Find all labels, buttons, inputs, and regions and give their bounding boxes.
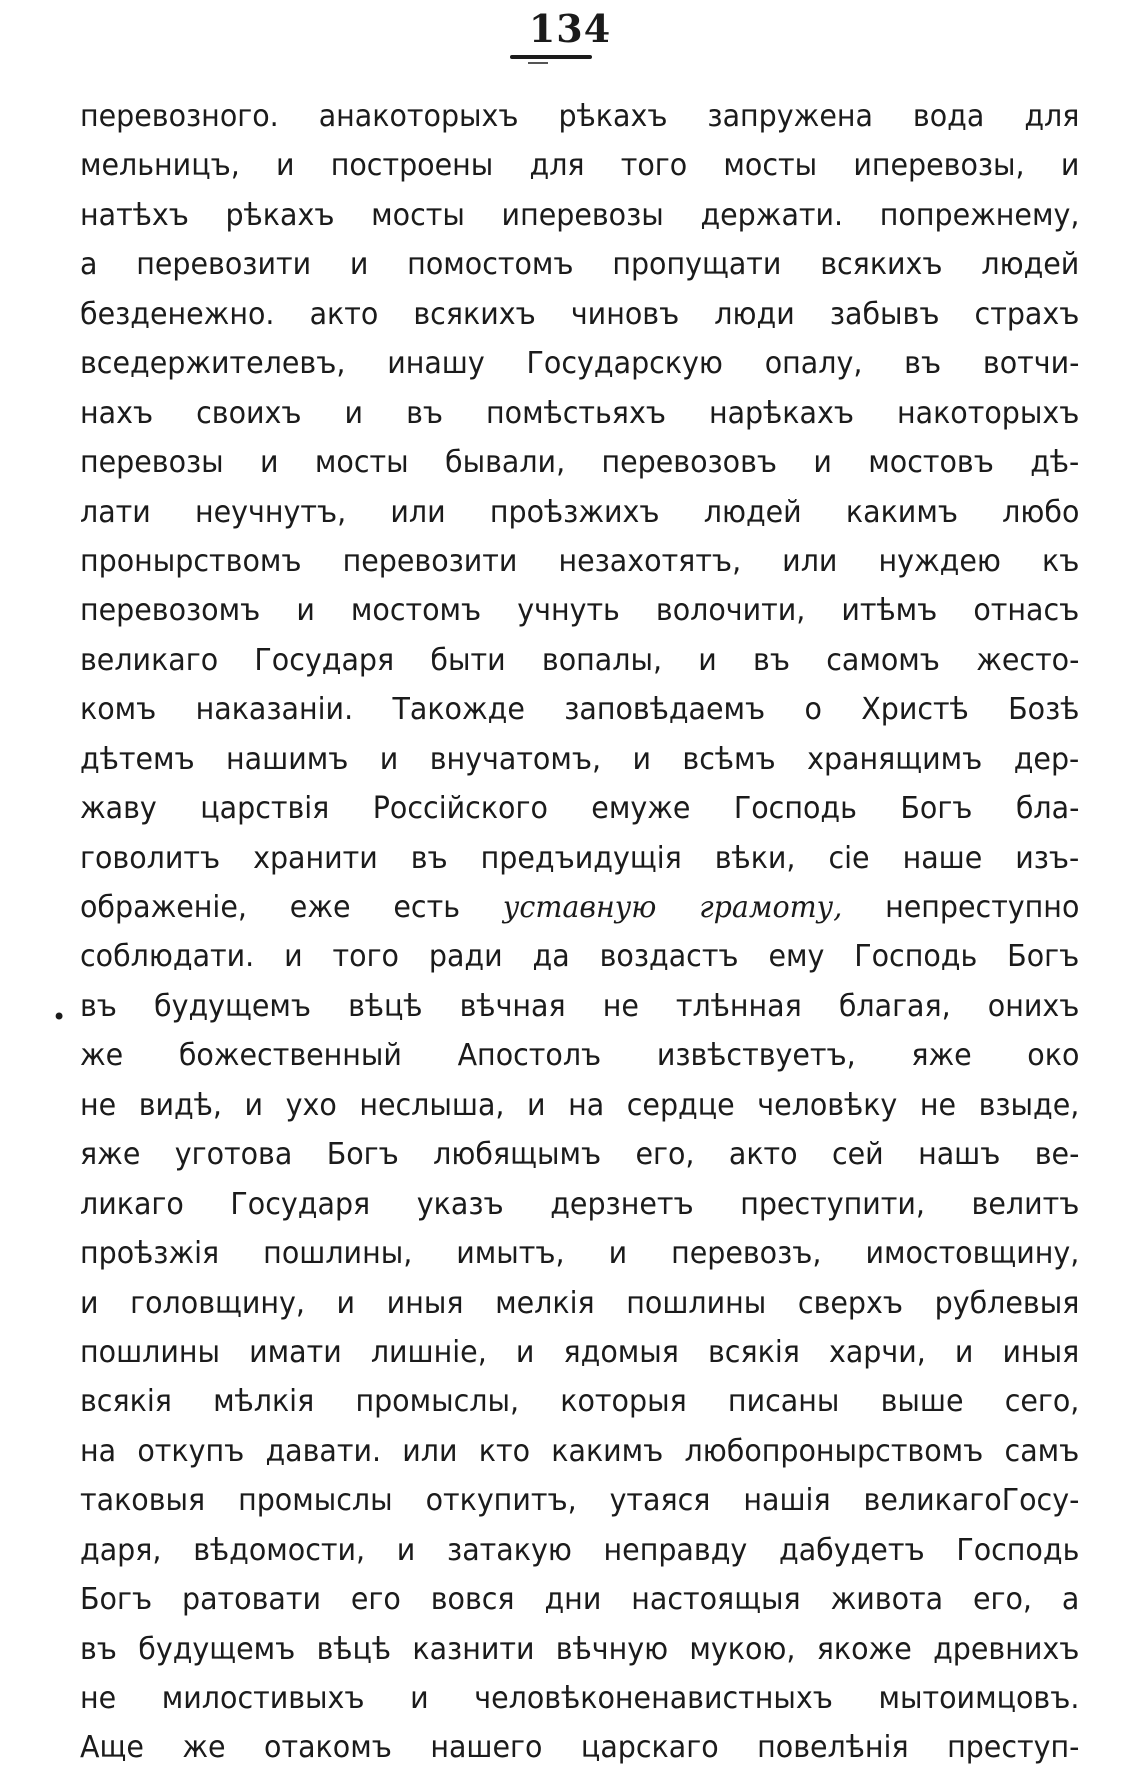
word: попрежнему, (879, 197, 1080, 233)
word: къ (1041, 543, 1080, 579)
word: люди (714, 296, 795, 332)
word: для (1024, 99, 1080, 134)
word: вѣцѣ (348, 988, 423, 1024)
word: перевозного. (80, 99, 279, 134)
word: мостомъ (350, 593, 482, 629)
word: видѣ, (138, 1087, 222, 1123)
word: дабудетъ (778, 1532, 925, 1568)
word: мукою, (689, 1631, 796, 1667)
word: вопалы, (541, 642, 663, 678)
word: Россійского (372, 791, 548, 827)
word: лати (80, 494, 151, 530)
word: страхъ (974, 296, 1080, 332)
word: казнити (412, 1631, 535, 1667)
word: харчи, (828, 1334, 926, 1370)
word: благая, (838, 988, 951, 1024)
word: Богъ (326, 1137, 399, 1173)
word: сего, (1004, 1384, 1080, 1420)
word: быти (430, 642, 506, 678)
word: дни (544, 1582, 602, 1618)
word: сверхъ (797, 1285, 904, 1321)
word: волочити, (655, 593, 806, 629)
word: хранящимъ (807, 741, 983, 777)
word: натѣхъ (80, 197, 189, 233)
word: или (390, 494, 446, 530)
word: какимъ (845, 494, 958, 530)
word: нуждею (878, 543, 1001, 579)
word: ратовати (182, 1582, 321, 1618)
word: ухо (285, 1087, 337, 1123)
word: иныя (1002, 1334, 1080, 1370)
word: проѣзжія (80, 1236, 220, 1272)
word: жаву (80, 791, 157, 827)
word: живота (830, 1582, 944, 1618)
word: запружена (707, 99, 873, 134)
word: выше (880, 1384, 964, 1420)
word: бла- (1015, 791, 1080, 827)
word: безденежно. (80, 296, 275, 332)
word: того (620, 148, 688, 184)
text-line (80, 1723, 1079, 1772)
word: грамоту, (699, 890, 843, 925)
word: Богъ (80, 1582, 153, 1618)
word: вседержителевъ, (80, 346, 346, 382)
word: и (344, 395, 364, 431)
text-line (80, 290, 1079, 339)
word: и (349, 247, 369, 283)
word: наказаніи. (195, 692, 354, 728)
word: мѣлкія (213, 1384, 315, 1420)
word: и (284, 939, 303, 975)
word: извѣствуетъ, (656, 1038, 856, 1074)
text-line (80, 834, 1079, 883)
word: Государскую (526, 346, 723, 382)
word: повелѣнія (757, 1730, 909, 1766)
word: предъидущія (480, 840, 682, 876)
word: Богъ (900, 791, 973, 827)
word: въ (410, 840, 448, 876)
word: онихъ (987, 988, 1080, 1024)
word: нашего (430, 1730, 543, 1766)
word: какимъ (551, 1433, 664, 1469)
text-line (80, 586, 1079, 635)
word: въ (904, 346, 942, 382)
word: да (532, 939, 570, 975)
word: а (1061, 1582, 1080, 1618)
word: воздастъ (599, 939, 739, 975)
word: кто (478, 1433, 531, 1469)
word: и (1060, 148, 1080, 184)
text-line (80, 784, 1079, 833)
word: нахъ (80, 395, 154, 431)
word: любопронырствомъ (684, 1433, 984, 1469)
word: Аще (80, 1730, 144, 1766)
text-line (80, 141, 1079, 190)
word: Апостолъ (457, 1038, 602, 1074)
word: хранити (253, 840, 378, 876)
word: наше (902, 840, 983, 876)
word: не (80, 1681, 117, 1716)
word: даря, (80, 1532, 162, 1568)
word: и (698, 642, 717, 678)
word: Бозѣ (1008, 692, 1080, 728)
word: же (182, 1730, 226, 1766)
word: и (954, 1334, 974, 1370)
word: построены (330, 148, 494, 184)
word: заповѣдаемъ (564, 692, 766, 728)
word: Государя (230, 1186, 371, 1222)
word: вѣдомости, (193, 1532, 366, 1568)
text-line (80, 389, 1079, 438)
text-line (80, 1526, 1079, 1575)
word: всякихъ (820, 247, 943, 283)
word: дерзнетъ (550, 1186, 694, 1222)
word: око (1027, 1038, 1080, 1074)
word: человѣконенавистныхъ (474, 1681, 833, 1716)
word: и (80, 1285, 99, 1321)
word: яже (911, 1038, 972, 1074)
word: древнихъ (933, 1631, 1080, 1667)
word: перевозовъ (601, 445, 778, 481)
word: не (80, 1087, 117, 1123)
word: вотчи- (982, 346, 1080, 382)
word: инашу (387, 346, 485, 382)
word: и (527, 1087, 546, 1123)
word: и (260, 445, 279, 481)
word: помостомъ (407, 247, 574, 283)
word: на (568, 1087, 605, 1123)
word: Господь (956, 1532, 1080, 1568)
word: отакомъ (264, 1730, 392, 1766)
word: промыслы, (355, 1384, 520, 1420)
word: незахотятъ, (558, 543, 742, 579)
body-text (80, 92, 1080, 1773)
word: великагоГосу- (863, 1483, 1080, 1519)
word: рублевыя (934, 1285, 1080, 1321)
word: для (529, 148, 585, 184)
word: емуже (591, 791, 691, 827)
text-line (80, 1130, 1079, 1179)
word: ликаго (80, 1186, 184, 1222)
word: таковыя (80, 1483, 206, 1519)
word: и (244, 1087, 264, 1123)
word: чиновъ (570, 296, 680, 332)
word: акто (309, 296, 379, 332)
word: ображеніе, (80, 890, 247, 925)
word: его, (635, 1137, 695, 1173)
word: изъ- (1015, 840, 1080, 876)
word: любо (1002, 494, 1080, 530)
word: мосты (723, 148, 818, 184)
word: сердце (626, 1087, 735, 1123)
word: мосты (314, 445, 409, 481)
word: нашъ (918, 1137, 1001, 1173)
word: преступити, (740, 1186, 925, 1222)
word: милостивыхъ (161, 1681, 365, 1716)
word: дѣ- (1030, 445, 1080, 481)
word: божественный (178, 1038, 402, 1074)
word: бывали, (444, 445, 566, 481)
word: держати. (700, 197, 844, 233)
word: всѣмъ (682, 741, 776, 777)
word: въ (80, 1631, 117, 1667)
word: иперевозы, (853, 148, 1025, 184)
word: анакоторыхъ (318, 99, 519, 134)
text-line (80, 1031, 1079, 1080)
word: которыя (560, 1384, 687, 1420)
word: вѣцѣ (316, 1631, 392, 1667)
text-line (80, 883, 1079, 932)
word: Такожде (392, 692, 525, 728)
word: перевозы (80, 445, 224, 481)
text-line (80, 438, 1079, 487)
word: имати (249, 1334, 342, 1370)
word: въ (80, 988, 117, 1024)
text-line (80, 1229, 1079, 1278)
word: накоторыхъ (896, 395, 1080, 431)
word: преступ- (947, 1730, 1080, 1766)
word: или (402, 1433, 458, 1469)
word: не (602, 988, 639, 1024)
word: нашимъ (226, 741, 349, 777)
text-line (80, 932, 1079, 981)
word: любящымъ (433, 1137, 602, 1173)
word: рѣкахъ (558, 99, 668, 134)
word: и (379, 741, 399, 777)
word: перевозити (136, 247, 312, 283)
word: его (350, 1582, 401, 1618)
word: неслыша, (359, 1087, 505, 1123)
margin-mark: • (52, 1003, 67, 1031)
word: имостовщину, (865, 1236, 1080, 1272)
word: дѣтемъ (80, 741, 195, 777)
word: имытъ, (456, 1236, 565, 1272)
word: рѣкахъ (225, 197, 335, 233)
word: самомъ (826, 642, 940, 678)
word: промыслы (238, 1483, 393, 1519)
word: сіе (828, 840, 870, 876)
word: будущемъ (138, 1631, 296, 1667)
word: опалу, (764, 346, 863, 382)
word: уготова (174, 1137, 293, 1173)
word: мелкія (495, 1285, 595, 1321)
word: иныя (386, 1285, 464, 1321)
word: внучатомъ, (429, 741, 602, 777)
word: отнасъ (973, 593, 1080, 629)
word: ядомыя (563, 1334, 679, 1370)
word: давати. (265, 1433, 382, 1469)
word: Богъ (1007, 939, 1080, 975)
word: или (782, 543, 838, 579)
word: мосты (371, 197, 465, 233)
word: въ (753, 642, 790, 678)
word: Христѣ (861, 692, 969, 728)
word: вѣки, (714, 840, 796, 876)
word: якоже (816, 1631, 912, 1667)
word: мытоимцовъ. (878, 1681, 1080, 1716)
word: проѣзжихъ (489, 494, 660, 530)
word: итѣмъ (841, 593, 938, 629)
word: учнуть (517, 593, 620, 629)
word: въ (406, 395, 444, 431)
word: пошлины (626, 1285, 767, 1321)
word: откупъ (137, 1433, 245, 1469)
word: акто (728, 1137, 798, 1173)
word: настоящыя (631, 1582, 801, 1618)
word: комъ (80, 692, 157, 728)
word: Господь (854, 939, 978, 975)
word: и (515, 1334, 535, 1370)
word: и (336, 1285, 356, 1321)
word: о (804, 692, 822, 728)
text-line (80, 1674, 1079, 1723)
word: велитъ (971, 1186, 1080, 1222)
word: непреступно (885, 890, 1080, 925)
text-line (80, 982, 1079, 1031)
word: самъ (1004, 1433, 1080, 1469)
word: и (396, 1532, 416, 1568)
word: помѣстьяхъ (486, 395, 666, 431)
word: царствія (200, 791, 330, 827)
word: и (608, 1236, 628, 1272)
word: вѣчную (555, 1631, 669, 1667)
word: и (296, 593, 315, 629)
word: будущемъ (153, 988, 312, 1024)
text-line (80, 92, 1079, 141)
word: вода (912, 99, 985, 134)
word: Господь (733, 791, 857, 827)
text-line (80, 1427, 1079, 1476)
word: еже (289, 890, 351, 925)
word: того (332, 939, 399, 975)
word: а (80, 247, 98, 283)
word: человѣку (757, 1087, 898, 1123)
word: же (80, 1038, 124, 1074)
word: и (276, 148, 295, 184)
word: дер- (1013, 741, 1080, 777)
text-line (80, 1625, 1079, 1674)
text-line (80, 1081, 1079, 1130)
word: вѣчная (459, 988, 566, 1024)
word: и (410, 1681, 429, 1716)
word: забывъ (829, 296, 940, 332)
word: говолитъ (80, 840, 221, 876)
word: пошлины, (263, 1236, 413, 1272)
word: взыде, (978, 1087, 1080, 1123)
text-line (80, 488, 1079, 537)
word: откупитъ, (425, 1483, 577, 1519)
text-line (80, 537, 1079, 586)
word: и (813, 445, 832, 481)
word: пропущати (612, 247, 782, 283)
word: мостовъ (868, 445, 994, 481)
header-rule (510, 55, 592, 59)
word: неучнутъ, (195, 494, 347, 530)
word: неправду (603, 1532, 748, 1568)
text-line (80, 1377, 1079, 1426)
word: уставную (502, 890, 657, 925)
text-line (80, 1279, 1079, 1328)
word: всякихъ (413, 296, 536, 332)
word: иперевозы (501, 197, 664, 233)
word: Государя (254, 642, 395, 678)
word: утаяся (609, 1483, 711, 1519)
word: великаго (80, 642, 219, 678)
word: сей (831, 1137, 884, 1173)
word: царскаго (580, 1730, 719, 1766)
text-line (80, 1575, 1079, 1624)
word: ради (428, 939, 503, 975)
text-line (80, 735, 1079, 784)
word: есть (393, 890, 460, 925)
text-line (80, 191, 1079, 240)
text-line (80, 1476, 1079, 1525)
word: пошлины (80, 1334, 221, 1370)
word: его, (972, 1582, 1032, 1618)
word: затакую (447, 1532, 572, 1568)
word: лишніе, (370, 1334, 487, 1370)
word: вовся (430, 1582, 515, 1618)
word: жесто- (976, 642, 1080, 678)
word: всякія (707, 1334, 800, 1370)
word: пронырствомъ (80, 543, 302, 579)
word: мельницъ, (80, 148, 240, 184)
word: нарѣкахъ (708, 395, 854, 431)
text-line (80, 240, 1079, 289)
word: перевозомъ (80, 593, 261, 629)
word: головщину, (130, 1285, 305, 1321)
word: нашія (743, 1483, 831, 1519)
text-line (80, 1180, 1079, 1229)
word: всякія (80, 1384, 172, 1420)
word: писаны (727, 1384, 840, 1420)
word: яже (80, 1137, 141, 1173)
word: соблюдати. (80, 939, 255, 975)
text-line (80, 636, 1079, 685)
word: перевозити (342, 543, 518, 579)
word: ве- (1034, 1137, 1080, 1173)
word: ему (768, 939, 825, 975)
word: тлѣнная (675, 988, 802, 1024)
word: указъ (416, 1186, 504, 1222)
word: и (632, 741, 652, 777)
text-line (80, 339, 1079, 388)
page-number: 134 (528, 6, 612, 51)
word: на (80, 1433, 117, 1469)
word: перевозъ, (671, 1236, 822, 1272)
text-line (80, 1328, 1079, 1377)
word: людей (703, 494, 802, 530)
word: не (919, 1087, 957, 1123)
word: людей (981, 247, 1080, 283)
text-line (80, 685, 1079, 734)
word: своихъ (196, 395, 302, 431)
